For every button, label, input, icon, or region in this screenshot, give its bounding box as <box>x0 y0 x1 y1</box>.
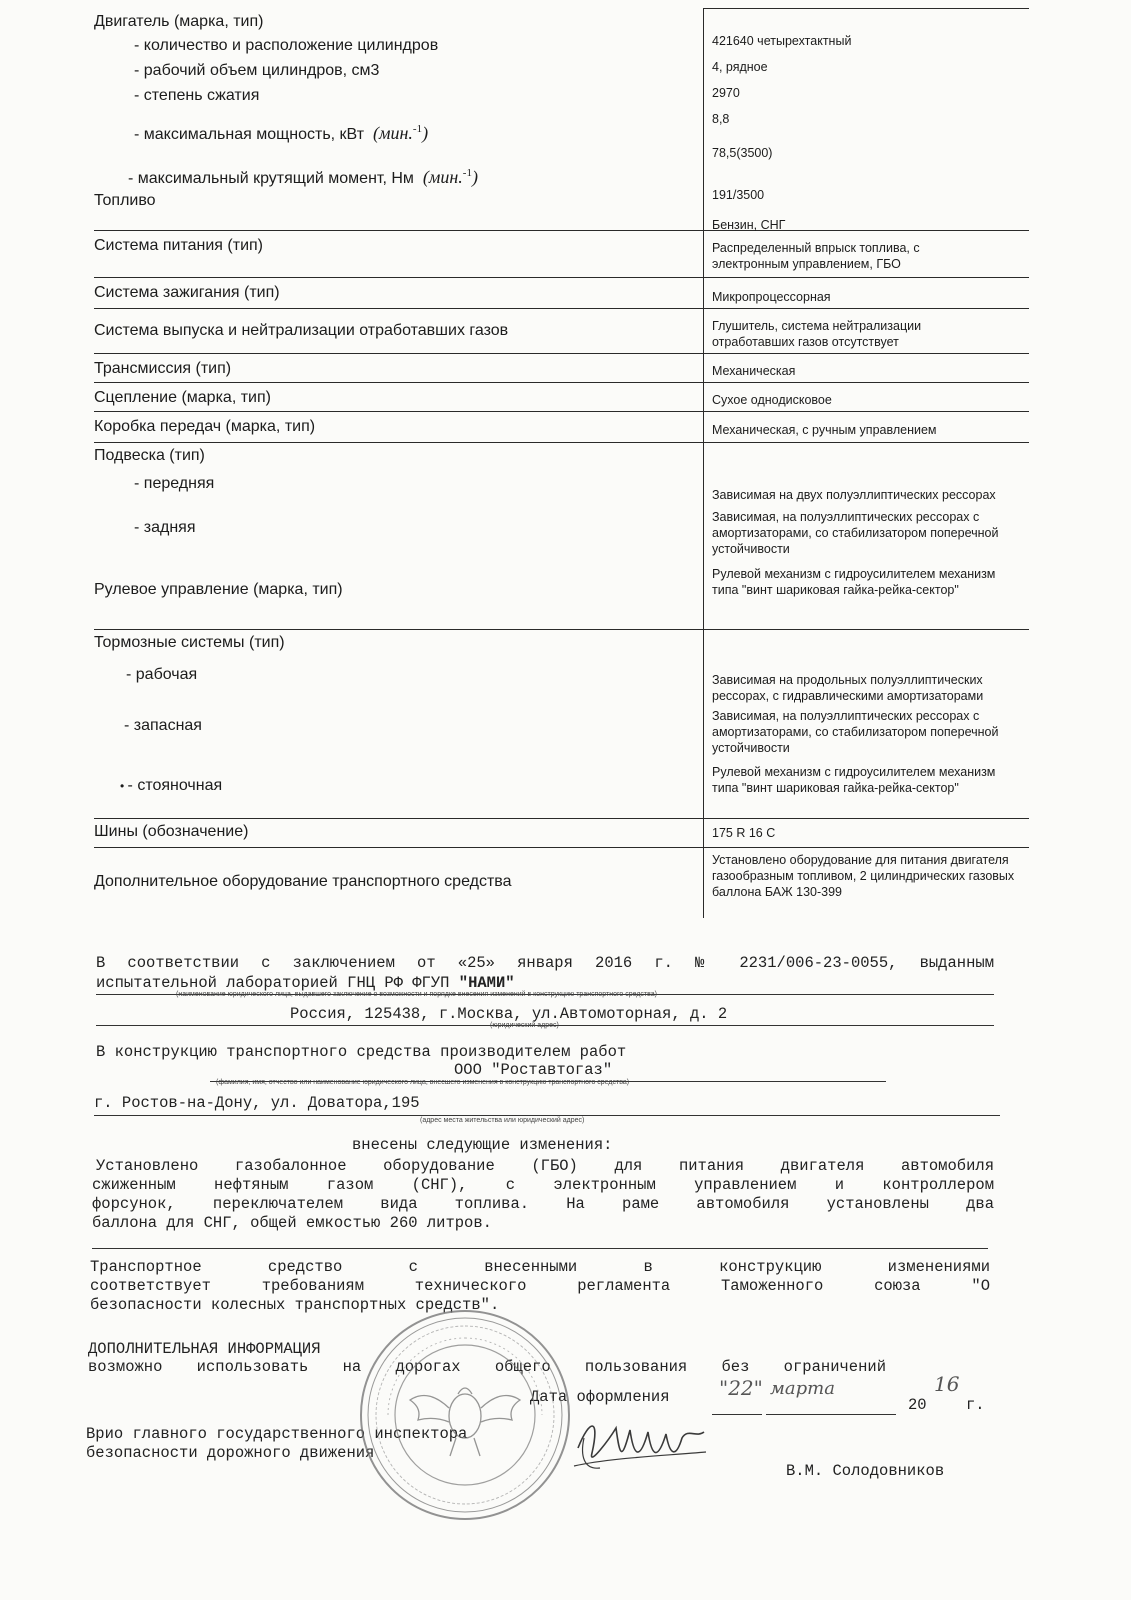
official-seal <box>358 1308 573 1523</box>
exhaust-value: Глушитель, система нейтрализации отработавших газов отсутствует <box>712 319 922 349</box>
transmission-section <box>94 354 1029 383</box>
lab-address: Россия, 125438, г.Москва, ул.Автомоторная, д. 2 <box>290 1005 728 1023</box>
table-top-border <box>704 8 1029 9</box>
spec-table <box>94 8 1029 918</box>
change-line-2: сжиженным нефтяным газом (СНГ), с электронным управлением и контроллером <box>92 1176 994 1194</box>
front-suspension-value: Зависимая на двух полуэллиптических рессорах <box>712 488 996 502</box>
company-address-underline <box>94 1115 1000 1116</box>
brakes-value-cell <box>704 630 1029 818</box>
date-suffix: г. <box>966 1396 985 1414</box>
extra-info-heading: ДОПОЛНИТЕЛЬНАЯ ИНФОРМАЦИЯ <box>88 1340 321 1358</box>
changes-underline <box>92 1248 988 1249</box>
tires-label: Шины (обозначение) <box>94 823 249 840</box>
power-system-label: Система питания (тип) <box>94 237 263 254</box>
transmission-label-cell <box>94 354 704 382</box>
engine-section <box>94 8 1029 231</box>
eagle-emblem <box>410 1388 520 1456</box>
torque-label <box>94 163 703 189</box>
suspension-label: Подвеска (тип) <box>94 447 205 464</box>
ignition-label: Система зажигания (тип) <box>94 284 280 301</box>
gearbox-section <box>94 412 1029 443</box>
date-label: Дата оформления <box>530 1388 670 1406</box>
engine-label: Двигатель (марка, тип) <box>94 13 264 30</box>
displacement-label: - рабочий объем цилиндров, см3 <box>134 62 380 79</box>
inspector-title-1: Врио главного государственного инспектора <box>86 1425 468 1443</box>
gearbox-label-cell <box>94 412 704 442</box>
company-address: г. Ростов-на-Дону, ул. Доватора,195 <box>94 1094 420 1112</box>
parking-brake-label-text: - стояночная <box>127 777 223 794</box>
inspector-title-2: безопасности дорожного движения <box>86 1444 375 1462</box>
brakes-label: Тормозные системы (тип) <box>94 634 285 651</box>
steering-value: Рулевой механизм с гидроусилителем механизм типа "винт шариковая гайка-рейка-сектор" <box>712 567 996 597</box>
conformity-line-1: Транспортное средство с внесенными в конструкцию изменениями <box>90 1258 990 1276</box>
transmission-value-cell <box>704 354 1029 382</box>
displacement-value: 2970 <box>712 86 740 100</box>
exhaust-section <box>94 309 1029 354</box>
steering-label: Рулевое управление (марка, тип) <box>94 581 343 598</box>
torque-label-text: - максимальный крутящий момент, Нм <box>128 170 414 187</box>
exhaust-value-cell <box>704 309 1029 353</box>
torque-unit-text: мин. <box>428 167 463 187</box>
date-day: "22" <box>719 1376 763 1400</box>
brakes-section <box>94 630 1029 819</box>
engine-values <box>704 8 1029 230</box>
parking-brake-value: Рулевой механизм с гидроусилителем механизм типа "винт шариковая гайка-рейка-сектор" <box>712 765 996 795</box>
compression-value: 8,8 <box>712 112 730 126</box>
engine-labels <box>94 8 704 230</box>
spare-brake-value: Зависимая, на полуэллиптических рессорах с амортизаторами, со стабилизатором поперечной устойчивости <box>712 709 999 755</box>
power-system-section <box>94 231 1029 278</box>
power-unit-text: мин. <box>378 123 413 143</box>
extra-equipment-label-cell <box>94 848 704 918</box>
inspector-signature <box>570 1408 710 1478</box>
compression-label: - степень сжатия <box>134 87 260 104</box>
lab-caption: (наименование юридического лица, выдавшего заключение о возможности и порядке внесения изменений в конструкцию транспортного средства) <box>176 991 657 998</box>
suspension-value-cell <box>704 443 1029 629</box>
power-value: 78,5(3500) <box>712 146 773 160</box>
power-system-label-cell <box>94 231 704 277</box>
date-year: 16 <box>934 1372 960 1396</box>
fuel-label: Топливо <box>94 192 156 209</box>
conformity-line-3: безопасности колесных транспортных средств". <box>90 1296 500 1314</box>
gearbox-label: Коробка передач (марка, тип) <box>94 418 316 435</box>
address-caption: (юридический адрес) <box>490 1022 559 1029</box>
tires-section <box>94 819 1029 848</box>
gearbox-value-cell <box>704 412 1029 442</box>
clutch-label: Сцепление (марка, тип) <box>94 389 271 406</box>
suspension-label-cell <box>94 443 704 629</box>
extra-equipment-section <box>94 848 1029 918</box>
ignition-value-cell <box>704 278 1029 308</box>
suspension-section <box>94 443 1029 630</box>
service-brake-label: - рабочая <box>126 666 198 683</box>
service-brake-value: Зависимая на продольных полуэллиптических рессорах, с гидравлическими амортизаторами <box>712 673 984 703</box>
transmission-label: Трансмиссия (тип) <box>94 360 232 377</box>
bullet-mark: • <box>120 779 128 793</box>
producer-intro: В конструкцию транспортного средства производителем работ <box>96 1043 627 1061</box>
tires-value-cell <box>704 819 1029 847</box>
lab-name-text: испытательной лабораторией ГНЦ РФ ФГУП <box>96 974 450 992</box>
change-line-3: форсунок, переключателем вида топлива. На раме автомобиля установлены два <box>92 1195 994 1213</box>
gearbox-value: Механическая, с ручным управлением <box>712 423 937 437</box>
torque-unit: (мин.$^{-1}$) <box>418 167 478 187</box>
cylinders-value: 4, рядное <box>712 60 768 74</box>
parking-brake-label <box>94 776 703 796</box>
ignition-section <box>94 278 1029 309</box>
lab-line <box>96 974 994 992</box>
transmission-value: Механическая <box>712 364 796 378</box>
change-line-4: баллона для СНГ, общей емкостью 260 литров. <box>92 1214 492 1232</box>
lab-name <box>96 974 515 992</box>
nami-name: "НАМИ" <box>458 974 515 992</box>
changes-heading: внесены следующие изменения: <box>352 1136 613 1154</box>
company-caption: (фамилия, имя, отчество или наименование юридического лица, внесшего изменения в конструкцию транспортного средства) <box>216 1079 630 1086</box>
conclusion-line: В соответствии с заключением от «25» января 2016 г. № 2231/006-23-0055, выданным <box>96 954 994 972</box>
spare-brake-label: - запасная <box>124 717 202 734</box>
month-underline <box>766 1414 896 1415</box>
producer-company: ООО "Роставтогаз" <box>454 1061 613 1079</box>
torque-unit-sup: -1 <box>462 167 472 179</box>
extra-equipment-value-cell <box>704 848 1029 918</box>
inspector-name: В.М. Солодовников <box>786 1462 945 1480</box>
extra-equipment-value: Установлено оборудование для питания двигателя газообразным топливом, 2 цилиндрических газовых баллона БАЖ 130-399 <box>712 853 1015 899</box>
fuel-value: Бензин, СНГ <box>712 218 786 232</box>
clutch-section <box>94 383 1029 412</box>
power-label <box>94 119 703 145</box>
tires-value: 175 R 16 C <box>712 826 776 840</box>
power-unit-sup: -1 <box>412 123 423 135</box>
cylinders-label: - количество и расположение цилиндров <box>134 37 439 54</box>
rear-suspension-label: - задняя <box>134 519 196 536</box>
clutch-value-cell <box>704 383 1029 411</box>
torque-value: 191/3500 <box>712 188 765 202</box>
change-line-1: Установлено газобалонное оборудование (ГБО) для питания двигателя автомобиля <box>96 1157 994 1175</box>
conformity-line-2: соответствует требованиям технического регламента Таможенного союза "О <box>90 1277 990 1295</box>
date-month: марта <box>770 1378 835 1399</box>
power-system-value: Распределенный впрыск топлива, с электронным управлением, ГБО <box>712 241 920 271</box>
clutch-value: Сухое однодисковое <box>712 393 832 407</box>
clutch-label-cell <box>94 383 704 411</box>
exhaust-label: Система выпуска и нейтрализации отработавших газов <box>94 322 509 339</box>
brakes-label-cell <box>94 630 704 818</box>
tires-label-cell <box>94 819 704 847</box>
extra-equipment-label: Дополнительное оборудование транспортного средства <box>94 873 512 890</box>
engine-model-value: 421640 четырехтактный <box>712 34 852 48</box>
front-suspension-label: - передняя <box>134 475 215 492</box>
ignition-label-cell <box>94 278 704 308</box>
extra-info-text: возможно использовать на дорогах общего пользования без ограничений <box>88 1358 886 1376</box>
company-address-caption: (адрес места жительства или юридический адрес) <box>420 1117 585 1124</box>
power-system-value-cell <box>704 231 1029 277</box>
rear-suspension-value: Зависимая, на полуэллиптических рессорах с амортизаторами, со стабилизатором поперечной устойчивости <box>712 510 999 556</box>
date-year-prefix: 20 <box>908 1396 927 1414</box>
ignition-value: Микропроцессорная <box>712 290 831 304</box>
power-unit: (мин.$^{-1}$) <box>368 123 429 143</box>
exhaust-label-cell <box>94 309 704 353</box>
power-label-text: - максимальная мощность, кВт <box>134 126 365 143</box>
day-underline <box>712 1414 762 1415</box>
